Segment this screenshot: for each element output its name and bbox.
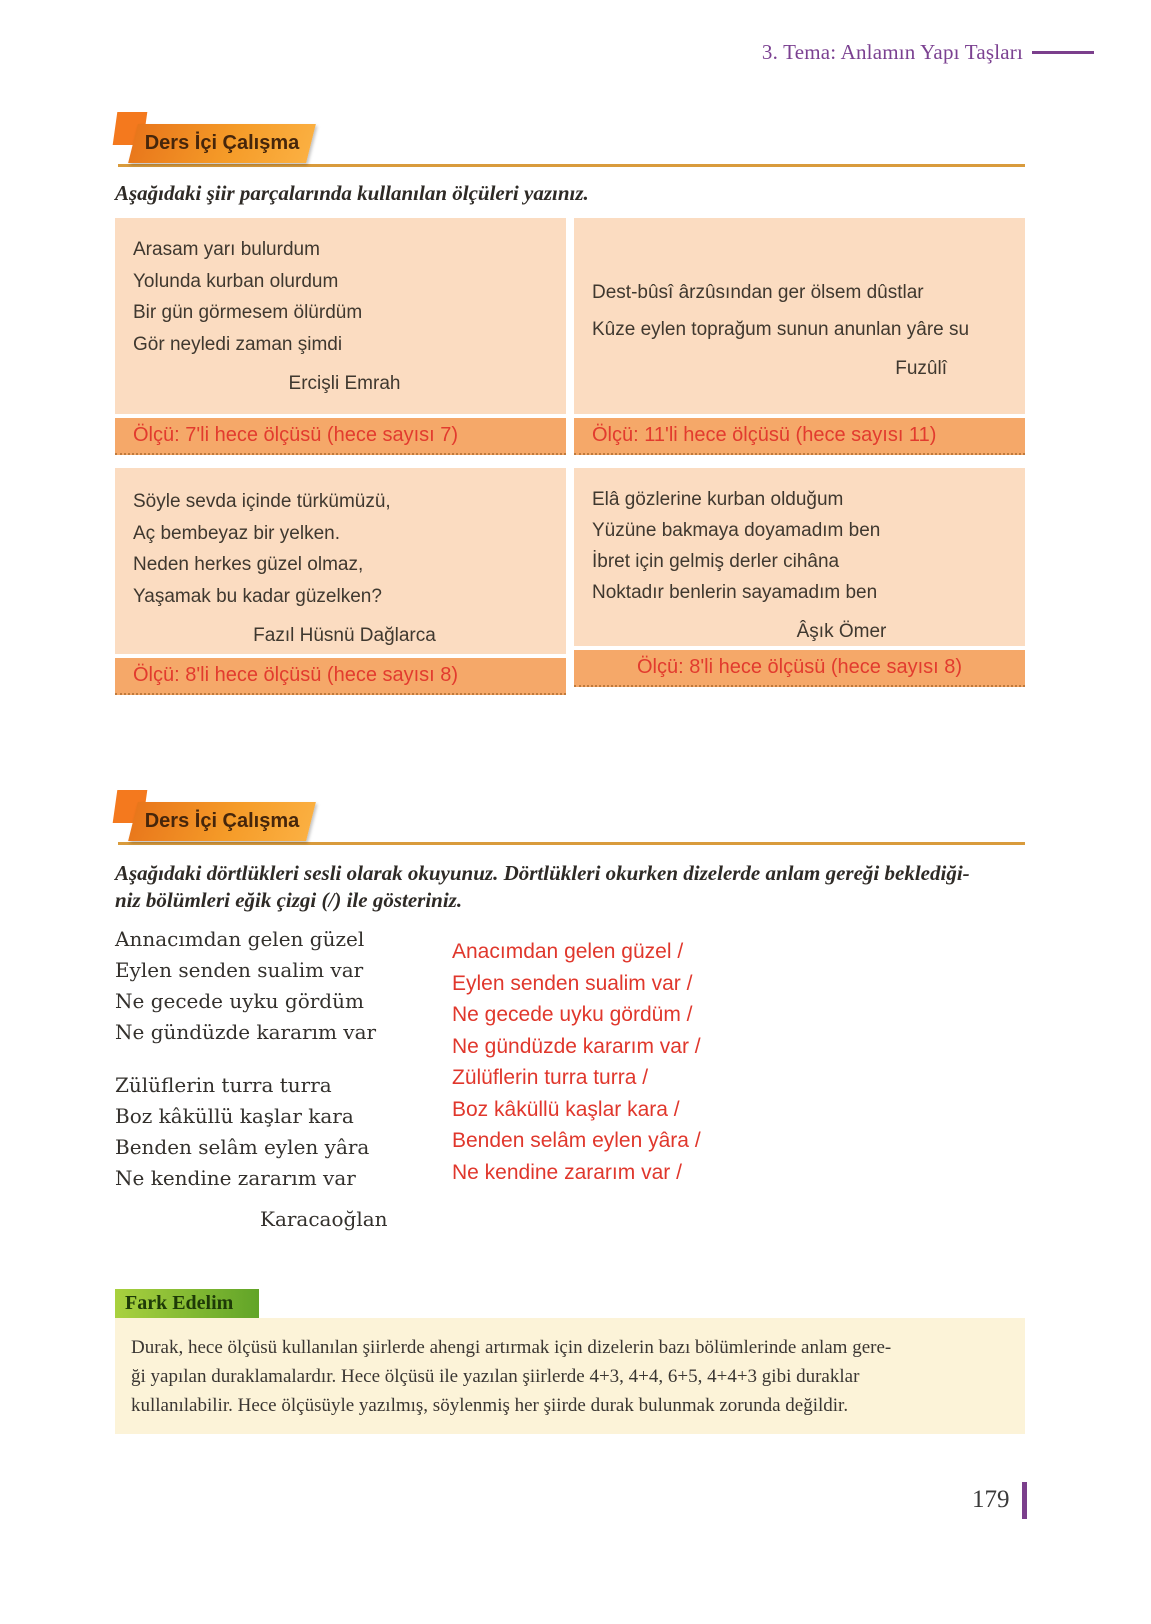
instruction-line: niz bölümleri eğik çizgi (/) ile gösteriniz.: [115, 888, 463, 912]
activity2-instruction: [115, 860, 1030, 914]
poem-line: Bir gün görmesem ölürdüm: [133, 302, 363, 323]
row-gap: [574, 455, 1025, 468]
page-number: 179: [972, 1486, 1010, 1513]
poem-line: Aç bembeyaz bir yelken.: [133, 522, 340, 544]
poem-line: Ne gecede uyku gördüm: [115, 989, 364, 1013]
poem-line: Yaşamak bu kadar güzelken?: [133, 585, 382, 607]
poem-line: Noktadır benlerin sayamadım ben: [592, 582, 878, 603]
chapter-title: 3. Tema: Anlamın Yapı Taşları: [761, 40, 1023, 64]
page-number-bar: [1022, 1482, 1027, 1519]
answer-cell: Ölçü: 8'li hece ölçüsü (hece sayısı 8): [574, 650, 1025, 687]
poem-line: Yolunda kurban olurdum: [133, 270, 339, 292]
poem-cell: [574, 218, 1025, 414]
ribbon-underline: [118, 164, 1025, 167]
poem-author: Fazıl Hüsnü Dağlarca: [253, 625, 436, 646]
answer-cell: Ölçü: 11'li hece ölçüsü (hece sayısı 11): [574, 418, 1025, 455]
poem-author: Ercişli Emrah: [288, 373, 401, 394]
poem-line: Kûze eylen toprağum sunun anunlan yâre su: [592, 319, 970, 340]
exercise-table: [115, 218, 1025, 695]
poem-line: Söyle sevda içinde türkümüzü,: [133, 491, 391, 512]
poem-author: Âşık Ömer: [796, 621, 887, 642]
poem-cell: [115, 468, 566, 654]
activity1-ribbon: [115, 110, 1025, 168]
answer-cell: Ölçü: 7'li hece ölçüsü (hece sayısı 7): [115, 418, 566, 455]
poem-line: Ne gündüzde kararım var: [115, 1020, 377, 1044]
ribbon-underline: [118, 842, 1025, 845]
poem-line: Boz kâküllü kaşlar kara: [115, 1104, 354, 1128]
handwritten-line: Boz kâküllü kaşlar kara /: [452, 1097, 680, 1121]
table-right-column: [574, 218, 1025, 695]
note-line: ği yapılan duraklamalardır. Hece ölçüsü ile yazılan şiirlerde 4+3, 4+4, 6+5, 4+4+3 gibi duraklar: [131, 1366, 860, 1387]
activity-badge: [128, 124, 316, 163]
handwritten-line: Anacımdan gelen güzel /: [452, 940, 684, 963]
poem-line: Benden selâm eylen yâra: [115, 1135, 370, 1159]
poem-line: Arasam yarı bulurdum: [133, 239, 320, 260]
note-badge: Fark Edelim: [115, 1289, 259, 1318]
poem-line: Gör neyledi zaman şimdi: [133, 333, 343, 355]
table-left-column: [115, 218, 566, 695]
poem-line: Elâ gözlerine kurban olduğum: [592, 489, 844, 510]
activity1-instruction: Aşağıdaki şiir parçalarında kullanılan ölçüleri yazınız.: [115, 181, 589, 205]
handwritten-line: Zülüflerin turra turra /: [452, 1066, 649, 1089]
note-box: [115, 1318, 1025, 1434]
handwritten-line: Ne gündüzde kararım var /: [452, 1034, 701, 1058]
page-header: [762, 40, 1094, 65]
poem-author: Karacaoğlan: [260, 1207, 388, 1231]
poem-line: Ne kendine zararım var: [115, 1166, 356, 1190]
note-line: kullanılabilir. Hece ölçüsüyle yazılmış, söylenmiş her şiirde durak bulunmak zorunda değildir.: [131, 1395, 849, 1416]
handwritten-line: Eylen senden sualim var /: [452, 971, 693, 995]
activity-badge-label: Ders İçi Çalışma: [144, 810, 300, 832]
poem-author: Fuzûlî: [895, 358, 947, 379]
poem-line: Neden herkes güzel olmaz,: [133, 554, 364, 575]
poem-line: Yüzüne bakmaya doyamadım ben: [592, 520, 881, 541]
poem-line: Eylen senden sualim var: [115, 958, 364, 982]
handwritten-answer: [452, 936, 701, 1188]
activity-badge: [128, 802, 316, 841]
header-rule: [1032, 51, 1094, 54]
instruction-line: Aşağıdaki dörtlükleri sesli olarak okuyunuz. Dörtlükleri okurken dizelerde anlam gereği beklediği-: [115, 861, 970, 885]
poem-cell: [574, 468, 1025, 646]
poem-cell: [115, 218, 566, 414]
activity-badge-label: Ders İçi Çalışma: [144, 132, 300, 154]
row-gap: [115, 455, 566, 468]
activity2-ribbon: [115, 788, 1025, 846]
handwritten-line: Ne gecede uyku gördüm /: [452, 1003, 693, 1026]
handwritten-line: Ne kendine zararım var /: [452, 1160, 682, 1184]
poem-line: İbret için gelmiş derler cihâna: [592, 551, 840, 572]
answer-cell: Ölçü: 8'li hece ölçüsü (hece sayısı 8): [115, 658, 566, 695]
poem-line: Annacımdan gelen güzel: [115, 927, 365, 951]
karacaoglan-poem: [115, 924, 388, 1235]
poem-line: Dest-bûsî ârzûsından ger ölsem dûstlar: [592, 282, 924, 303]
stanza-gap: [115, 1048, 388, 1070]
poem-line: Zülüflerin turra turra: [115, 1073, 332, 1097]
note-line: Durak, hece ölçüsü kullanılan şiirlerde ahengi artırmak için dizelerin bazı bölümlerinde anlam gere-: [131, 1337, 892, 1358]
handwritten-line: Benden selâm eylen yâra /: [452, 1129, 701, 1152]
